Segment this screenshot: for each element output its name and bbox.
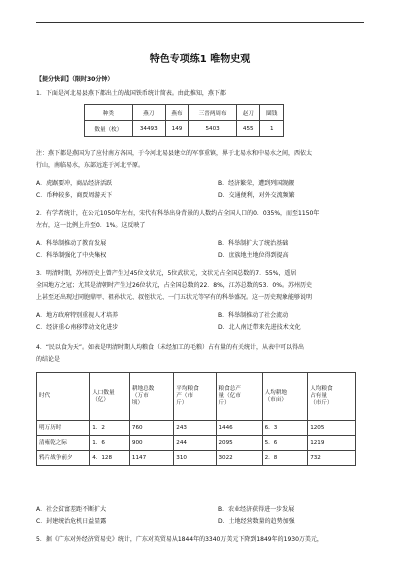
- option-b: B．农业经济获得进一步发展: [218, 506, 295, 513]
- table-cell: 244: [174, 436, 216, 451]
- table-cell: 1219: [308, 436, 356, 451]
- table-cell: 4．128: [90, 451, 130, 466]
- option-c: C．币种较多，商贾周游天下: [36, 192, 113, 199]
- table-cell: 900: [129, 436, 173, 451]
- option-d: D．土地经营数量的趋势加强: [218, 518, 295, 525]
- table-cell: 1147: [129, 451, 173, 466]
- table-cell: 燕布: [165, 105, 188, 121]
- table-cell: 燕刀: [132, 105, 165, 121]
- table-cell: 6．3: [262, 421, 308, 436]
- table-cell: 5403: [189, 121, 237, 137]
- table-cell: 310: [174, 451, 216, 466]
- q2-stem-line: 2．有学者统计，在公元1050年左右，宋代有科举出身背景的人数约占全国人口的0．035%，而至1150年: [36, 210, 320, 217]
- table-row: [37, 451, 356, 466]
- table-cell: 1: [260, 121, 284, 137]
- q4-table: [36, 372, 356, 466]
- q2-stem-line: 左右，这一比例上升至0．1%。这反映了: [36, 222, 146, 229]
- q3-stem-line: 全国地方之冠；尤其是清朝时产生过26位状元，占全国总数的22．8%，江苏总数的53．0%。苏州历史: [36, 282, 312, 289]
- option-a: A．科举制推动了教育发展: [36, 240, 107, 247]
- table-cell: 1446: [216, 421, 262, 436]
- option-a: A．地方政府特别重视人才培养: [36, 312, 119, 319]
- q5-stem-line: 5．据《广东对外经济贸易史》统计，广东对英贸易从1844年的3340万美元下降到1849年的1930万美元，: [36, 536, 323, 543]
- option-a: A．虎踞要冲，商品经济活跃: [36, 180, 113, 187]
- table-cell: 数量（枚）: [85, 121, 133, 137]
- table-cell: 鸦片战争前夕: [37, 451, 90, 466]
- option-a: A．社会贫富差距不断扩大: [36, 506, 107, 513]
- table-row: [37, 421, 356, 436]
- option-c: C．经济重心南移带动文化进步: [36, 324, 119, 331]
- table-cell: 2．8: [262, 451, 308, 466]
- table-cell: 耕地总数 （万市 顷）: [129, 373, 173, 421]
- table-cell: 760: [129, 421, 173, 436]
- table-cell: 时代: [37, 373, 90, 421]
- table-cell: 种类: [85, 105, 133, 121]
- header-rule: [36, 22, 364, 23]
- table-cell: 人口数量 （亿）: [90, 373, 130, 421]
- table-cell: 5．6: [262, 436, 308, 451]
- page-title: 特色专项练1 唯物史观: [149, 54, 251, 65]
- table-cell: 2095: [216, 436, 262, 451]
- table-cell: 1．6: [90, 436, 130, 451]
- option-c: C．封建统治危机日益显露: [36, 518, 107, 525]
- section-heading: 【提分快训】（限时30分钟）: [36, 76, 114, 83]
- table-cell: 赵刀: [237, 105, 260, 121]
- option-b: B．科举制推动了社会流动: [218, 312, 289, 319]
- table-cell: 人均粮食 占有量 （市斤）: [308, 373, 356, 421]
- q1-table: [84, 104, 284, 137]
- q1-stem: 1．下面是河北易县燕下都出土的战国铁币统计简表。由此推知，燕下都: [36, 90, 226, 97]
- table-cell: 3022: [216, 451, 262, 466]
- table-cell: 平均粮食 产（市 斤）: [174, 373, 216, 421]
- q3-stem-line: 3．明清时期，苏州历史上曾产生过45位文状元，5位武状元，文状元占全国总数的7．55%，遥居: [36, 270, 297, 277]
- table-cell: 732: [308, 451, 356, 466]
- table-cell: 明万历时: [37, 421, 90, 436]
- table-row: [37, 436, 356, 451]
- table-row: [85, 105, 284, 121]
- table-row: [37, 373, 356, 421]
- option-d: D．北人南迁带来先进技术文化: [218, 324, 301, 331]
- q1-note-line: 行山，南临易水，东部远连于河北平原。: [36, 162, 145, 169]
- option-b: B．科举制扩大了统治基础: [218, 240, 289, 247]
- table-cell: 粮食总产 量（亿市 斤）: [216, 373, 262, 421]
- option-c: C．科举制强化了中央集权: [36, 252, 107, 259]
- table-cell: 243: [174, 421, 216, 436]
- option-d: D．交通便利，对外交流频繁: [218, 192, 295, 199]
- table-cell: 1．2: [90, 421, 130, 436]
- table-cell: 149: [165, 121, 188, 137]
- table-cell: 455: [237, 121, 260, 137]
- table-cell: 1205: [308, 421, 356, 436]
- table-cell: 三晋两周布: [189, 105, 237, 121]
- option-b: B．经济繁荣，遭到列国觊觎: [218, 180, 295, 187]
- table-cell: 清雍乾之际: [37, 436, 90, 451]
- q4-stem-line: 4．“民以食为天”。如表是明清时期人均粮食（未经加工的毛粮）占有量的有关统计，从表中可以得出: [36, 344, 305, 351]
- table-row: [85, 121, 284, 137]
- option-d: D．庶族地主地位得到提高: [218, 252, 289, 259]
- table-cell: 34493: [132, 121, 165, 137]
- q1-note-line: 注：燕下都是燕国为了应付南方各国，于今河北易县建立的军事重镇，界于北易水和中易水之间，西依太: [36, 150, 313, 157]
- table-cell: 人均耕地 （市亩）: [262, 373, 308, 421]
- q3-stem-line: 上甚至还出现过同胞鼎甲、祖孙状元、叔侄状元、一门五状元等罕有的科举盛况。这一历史现象能够说明: [36, 294, 313, 301]
- table-cell: 圜钱: [260, 105, 284, 121]
- q4-stem-line: 的结论是: [36, 356, 61, 363]
